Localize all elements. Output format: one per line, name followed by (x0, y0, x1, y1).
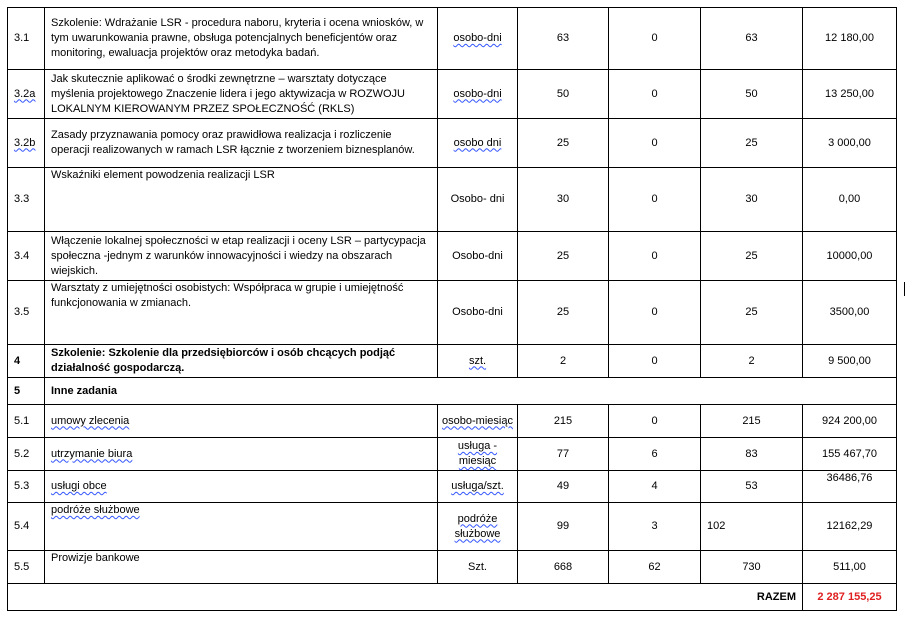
table-row (8, 232, 897, 281)
row-unit (438, 503, 518, 551)
row-number (8, 119, 45, 168)
row-value-a: 2 (518, 345, 609, 378)
row-value-b: 0 (609, 281, 701, 345)
unit-text: osobo-dni (453, 32, 502, 44)
row-value-c: 53 (701, 471, 803, 503)
row-amount: 10000,00 (803, 232, 897, 281)
total-label: RAZEM (8, 584, 803, 611)
description-text: usługi obce (51, 480, 107, 492)
row-unit (438, 119, 518, 168)
row-value-a: 50 (518, 70, 609, 119)
table-row (8, 8, 897, 70)
unit-text: szt. (468, 354, 487, 367)
row-number: 5.1 (8, 405, 45, 438)
table-row (8, 471, 897, 503)
row-description (45, 503, 438, 551)
row-value-c: 30 (701, 168, 803, 232)
row-number: 4 (8, 345, 45, 378)
row-amount: 3 000,00 (803, 119, 897, 168)
row-unit (438, 345, 518, 378)
row-amount: 924 200,00 (803, 405, 897, 438)
row-value-c: 25 (701, 232, 803, 281)
row-value-a: 63 (518, 8, 609, 70)
unit-text: usługa/szt. (451, 480, 504, 492)
row-number-text: 3.2b (14, 136, 36, 149)
row-amount: 12 180,00 (803, 8, 897, 70)
description-text: utrzymanie biura (51, 447, 133, 460)
row-value-b: 4 (609, 471, 701, 503)
row-value-b: 62 (609, 551, 701, 584)
table-row (8, 70, 897, 119)
row-value-b: 0 (609, 119, 701, 168)
row-unit (438, 70, 518, 119)
row-value-a: 668 (518, 551, 609, 584)
row-number: 5 (8, 378, 45, 405)
unit-text: usługa - miesiąc (457, 440, 498, 467)
row-number: 5.4 (8, 503, 45, 551)
table-row (8, 345, 897, 378)
row-amount: 12162,29 (803, 503, 897, 551)
row-number: 5.3 (8, 471, 45, 503)
row-value-c: 102 (701, 503, 803, 551)
row-number-text: 3.2a (14, 87, 36, 100)
row-value-c: 50 (701, 70, 803, 119)
row-number (8, 70, 45, 119)
row-unit: Szt. (438, 551, 518, 584)
row-amount: 36486,76 (803, 471, 897, 503)
row-description: Szkolenie: Szkolenie dla przedsiębiorców i osób chcących podjąć działalność gospodarczą. (45, 345, 438, 378)
row-unit (438, 438, 518, 471)
row-amount: 3500,00 (803, 281, 897, 345)
row-unit: Osobo-dni (438, 232, 518, 281)
row-unit: Osobo- dni (438, 168, 518, 232)
row-number: 3.3 (8, 168, 45, 232)
row-amount: 9 500,00 (803, 345, 897, 378)
row-value-b: 0 (609, 345, 701, 378)
row-description: Włączenie lokalnej społeczności w etap realizacji i oceny LSR – partycypacja społeczna -jednym z warunków innowacyjności i wiedzy na obszarach wiejskich. (45, 232, 438, 281)
table-row (8, 438, 897, 471)
unit-text: osobo-dni (453, 87, 502, 100)
row-amount: 155 467,70 (803, 438, 897, 471)
row-value-a: 215 (518, 405, 609, 438)
row-number: 3.1 (8, 8, 45, 70)
row-description (45, 438, 438, 471)
row-value-c: 215 (701, 405, 803, 438)
row-description: Zasady przyznawania pomocy oraz prawidłowa realizacja i rozliczenie operacji realizowanych w ramach LSR łącznie z tworzeniem biznesplanów. (45, 119, 438, 168)
row-unit (438, 405, 518, 438)
total-row (8, 584, 897, 611)
unit-text: podróże służbowe (454, 512, 501, 540)
row-value-c: 25 (701, 281, 803, 345)
row-value-a: 25 (518, 281, 609, 345)
table-row (8, 405, 897, 438)
description-text: podróże służbowe (51, 504, 140, 516)
row-number: 3.4 (8, 232, 45, 281)
text-cursor (904, 282, 905, 296)
row-value-b: 0 (609, 168, 701, 232)
row-value-c: 25 (701, 119, 803, 168)
row-description: Warsztaty z umiejętności osobistych: Współpraca w grupie i umiejętność funkcjonowania w zmianach. (45, 281, 438, 345)
table-row (8, 168, 897, 232)
row-description (45, 471, 438, 503)
row-description: Szkolenie: Wdrażanie LSR - procedura naboru, kryteria i ocena wniosków, w tym uwarunkowania prawne, obsługa potencjalnych beneficjentów oraz monitoring, ewaluacja projektów oraz metodyka badań. (45, 8, 438, 70)
row-description: Wskaźniki element powodzenia realizacji LSR (45, 168, 438, 232)
total-value: 2 287 155,25 (803, 584, 897, 611)
row-value-c: 730 (701, 551, 803, 584)
row-number: 3.5 (8, 281, 45, 345)
section-title: Inne zadania (45, 378, 897, 405)
row-value-b: 3 (609, 503, 701, 551)
row-number: 5.5 (8, 551, 45, 584)
row-amount: 0,00 (803, 168, 897, 232)
table-row (8, 281, 897, 345)
row-value-c: 63 (701, 8, 803, 70)
row-value-a: 25 (518, 119, 609, 168)
row-value-c: 2 (701, 345, 803, 378)
row-value-b: 6 (609, 438, 701, 471)
row-value-a: 25 (518, 232, 609, 281)
row-unit: Osobo-dni (438, 281, 518, 345)
row-value-a: 49 (518, 471, 609, 503)
row-value-b: 0 (609, 232, 701, 281)
row-amount: 511,00 (803, 551, 897, 584)
row-value-a: 99 (518, 503, 609, 551)
row-value-b: 0 (609, 405, 701, 438)
description-text: umowy zlecenia (51, 414, 130, 427)
table-row (8, 551, 897, 584)
budget-table (7, 7, 897, 611)
row-value-b: 0 (609, 8, 701, 70)
row-value-c: 83 (701, 438, 803, 471)
row-number: 5.2 (8, 438, 45, 471)
row-value-b: 0 (609, 70, 701, 119)
row-value-a: 30 (518, 168, 609, 232)
row-description (45, 405, 438, 438)
row-amount: 13 250,00 (803, 70, 897, 119)
unit-text: osobo dni (453, 136, 502, 149)
table-row (8, 119, 897, 168)
row-description: Jak skutecznie aplikować o środki zewnętrzne – warsztaty dotyczące myślenia projektowego Znaczenie lidera i jego aktywizacja w ROZWOJU LOKALNYM KIEROWANYM PRZEZ SPOŁECZNOŚĆ (RKLS) (45, 70, 438, 119)
row-value-a: 77 (518, 438, 609, 471)
table-row (8, 503, 897, 551)
row-unit (438, 471, 518, 503)
row-unit (438, 8, 518, 70)
row-description: Prowizje bankowe (45, 551, 438, 584)
section-row (8, 378, 897, 405)
unit-text: osobo-miesiąc (442, 414, 513, 427)
